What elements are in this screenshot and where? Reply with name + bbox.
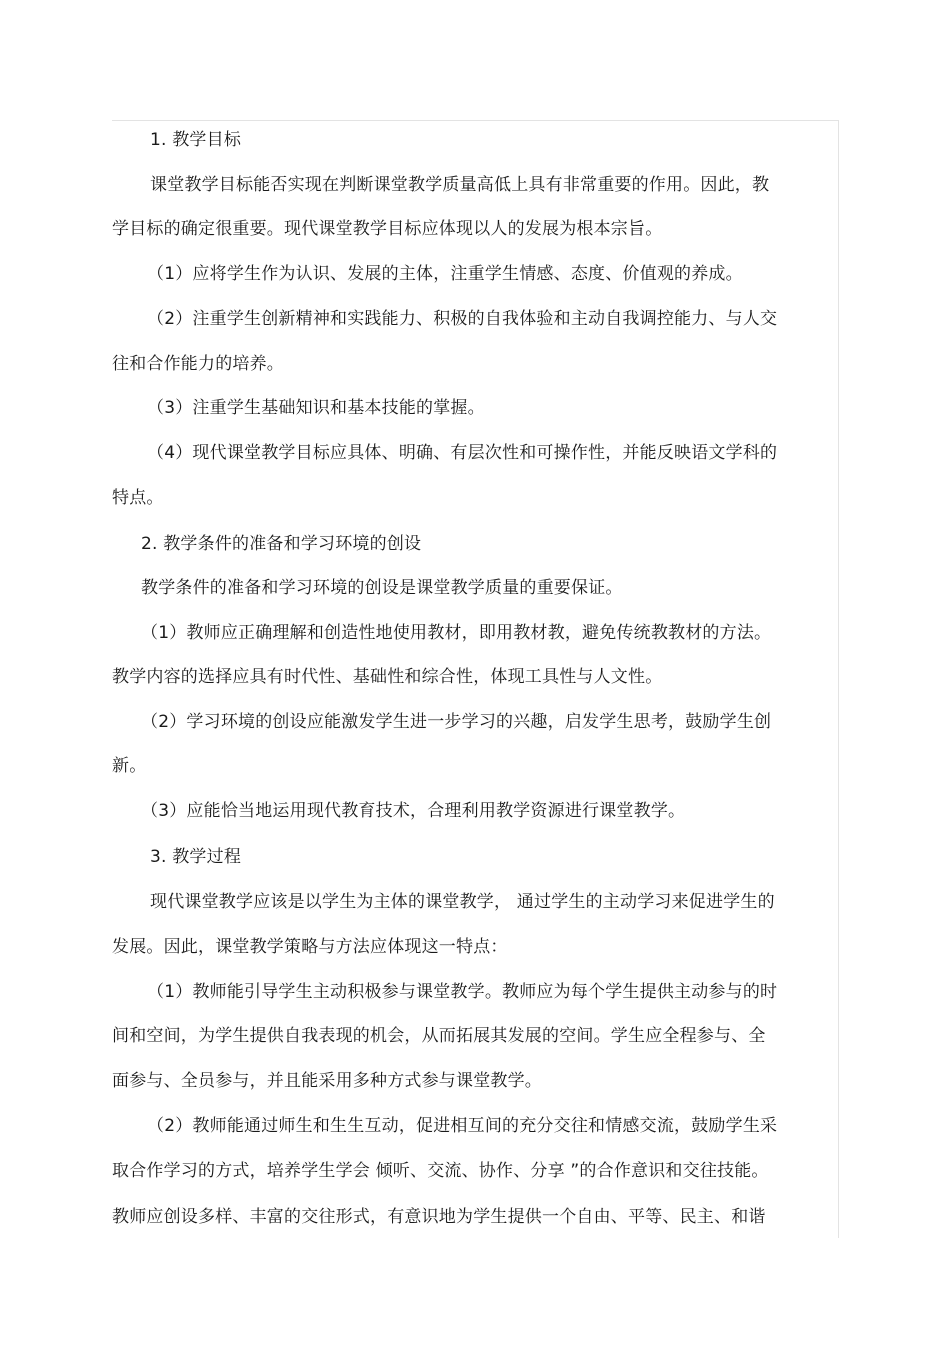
section-heading-teaching-process: 3. 教学过程	[150, 847, 242, 867]
paragraph-line: 学目标的确定很重要。现代课堂教学目标应体现以人的发展为根本宗旨。	[112, 219, 663, 239]
list-item-line: （2）学习环境的创设应能激发学生进一步学习的兴趣，启发学生思考，鼓励学生创	[141, 712, 772, 732]
list-item-line: 教学内容的选择应具有时代性、基础性和综合性，体现工具性与人文性。	[112, 667, 663, 687]
list-item-line: 取合作学习的方式，培养学生学会 倾听、交流、协作、分享 ”的合作意识和交往技能。	[112, 1161, 769, 1181]
list-item-line: 间和空间，为学生提供自我表现的机会，从而拓展其发展的空间。学生应全程参与、全	[112, 1026, 766, 1046]
list-item-line: 教师应创设多样、丰富的交往形式，有意识地为学生提供一个自由、平等、民主、和谐	[112, 1207, 766, 1227]
list-item-line: 往和合作能力的培养。	[112, 354, 284, 374]
paragraph-line: 现代课堂教学应该是以学生为主体的课堂教学， 通过学生的主动学习来促进学生的	[150, 892, 775, 912]
list-item-line: 特点。	[112, 488, 164, 508]
list-item-line: （3）注重学生基础知识和基本技能的掌握。	[147, 398, 485, 418]
list-item-line: （2）教师能通过师生和生生互动，促进相互间的充分交往和情感交流，鼓励学生采	[147, 1116, 778, 1136]
paragraph-line: 发展。因此，课堂教学策略与方法应体现这一特点：	[112, 937, 508, 957]
list-item-line: （2）注重学生创新精神和实践能力、积极的自我体验和主动自我调控能力、与人交	[147, 309, 778, 329]
list-item-line: （3）应能恰当地运用现代教育技术，合理利用教学资源进行课堂教学。	[141, 801, 686, 821]
list-item-line: （4）现代课堂教学目标应具体、明确、有层次性和可操作性，并能反映语文学科的	[147, 443, 778, 463]
list-item-line: （1）应将学生作为认识、发展的主体，注重学生情感、态度、价值观的养成。	[147, 264, 743, 284]
paragraph-line: 教学条件的准备和学习环境的创设是课堂教学质量的重要保证。	[141, 578, 623, 598]
list-item-line: （1）教师能引导学生主动积极参与课堂教学。教师应为每个学生提供主动参与的时	[147, 982, 778, 1002]
page-border-top	[112, 120, 839, 121]
list-item-line: 面参与、全员参与，并且能采用多种方式参与课堂教学。	[112, 1071, 542, 1091]
list-item-line: 新。	[112, 756, 147, 776]
paragraph-line: 课堂教学目标能否实现在判断课堂教学质量高低上具有非常重要的作用。因此，教	[150, 175, 770, 195]
section-heading-conditions: 2. 教学条件的准备和学习环境的创设	[141, 534, 422, 554]
section-heading-teaching-goals: 1. 教学目标	[150, 130, 242, 150]
list-item-line: （1）教师应正确理解和创造性地使用教材，即用教材教，避免传统教教材的方法。	[141, 623, 772, 643]
page-border-right	[838, 120, 839, 1238]
